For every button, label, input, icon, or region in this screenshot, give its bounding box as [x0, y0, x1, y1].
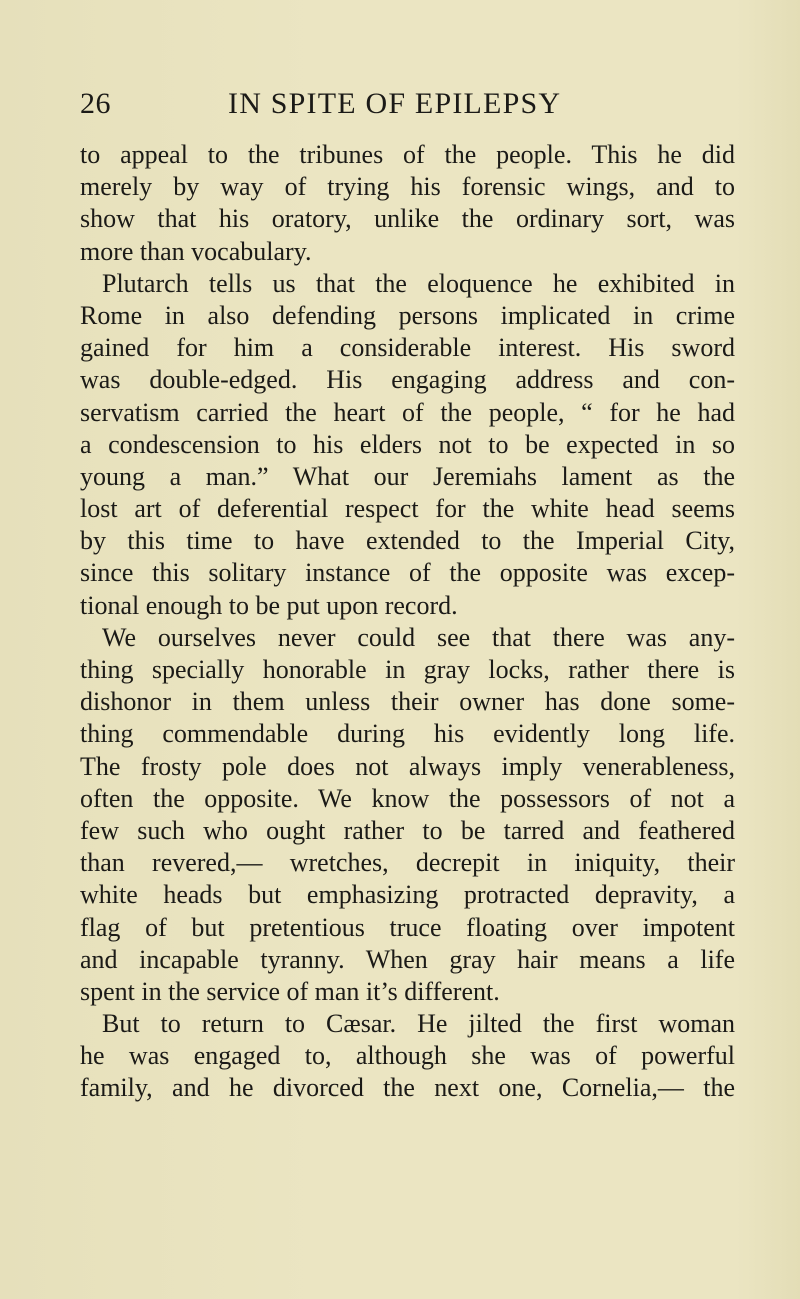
- text-line: white heads but emphasizing protracted depravity, a: [80, 880, 735, 910]
- text-line: more than vocabulary.: [80, 236, 312, 266]
- text-line: merely by way of trying his forensic wings, and to: [80, 172, 735, 202]
- text-line: spent in the service of man it’s different.: [80, 976, 500, 1006]
- text-line: by this time to have extended to the Imperial City,: [80, 526, 735, 556]
- page-header: [80, 84, 720, 132]
- text-line: The frosty pole does not always imply venerableness,: [80, 751, 735, 781]
- running-head-title: IN SPITE OF EPILEPSY: [228, 87, 562, 120]
- text-line: a condescension to his elders not to be expected in so: [80, 429, 735, 459]
- text-line: But to return to Cæsar. He jilted the first woman: [102, 1009, 735, 1039]
- text-line: tional enough to be put upon record.: [80, 590, 458, 620]
- text-line: was double-edged. His engaging address and con-: [80, 365, 735, 395]
- text-line: often the opposite. We know the possessors of not a: [80, 783, 735, 813]
- text-line: thing specially honorable in gray locks, rather there is: [80, 655, 735, 684]
- text-line: servatism carried the heart of the people, “ for he had: [80, 397, 735, 427]
- text-line: to appeal to the tribunes of the people. This he did: [80, 140, 735, 169]
- body-text: [80, 139, 735, 1105]
- text-line: thing commendable during his evidently long life.: [80, 719, 735, 749]
- text-line: young a man.” What our Jeremiahs lament as the: [80, 461, 735, 491]
- text-line: show that his oratory, unlike the ordinary sort, was: [80, 204, 735, 234]
- text-line: flag of but pretentious truce floating over impotent: [80, 912, 735, 942]
- page-number: 26: [80, 87, 111, 120]
- text-line: Rome in also defending persons implicated in crime: [80, 300, 735, 330]
- text-line: Plutarch tells us that the eloquence he exhibited in: [102, 268, 735, 298]
- text-line: than revered,— wretches, decrepit in iniquity, their: [80, 848, 735, 878]
- text-line: family, and he divorced the next one, Cornelia,— the: [80, 1073, 735, 1103]
- text-line: since this solitary instance of the opposite was excep-: [80, 558, 735, 588]
- text-line: gained for him a considerable interest. His sword: [80, 333, 735, 363]
- text-line: lost art of deferential respect for the white head seems: [80, 494, 735, 524]
- text-line: We ourselves never could see that there was any-: [102, 622, 735, 652]
- text-line: he was engaged to, although she was of powerful: [80, 1041, 735, 1071]
- text-line: few such who ought rather to be tarred and feathered: [80, 815, 735, 845]
- text-line: dishonor in them unless their owner has done some-: [80, 687, 735, 717]
- text-line: and incapable tyranny. When gray hair means a life: [80, 944, 735, 974]
